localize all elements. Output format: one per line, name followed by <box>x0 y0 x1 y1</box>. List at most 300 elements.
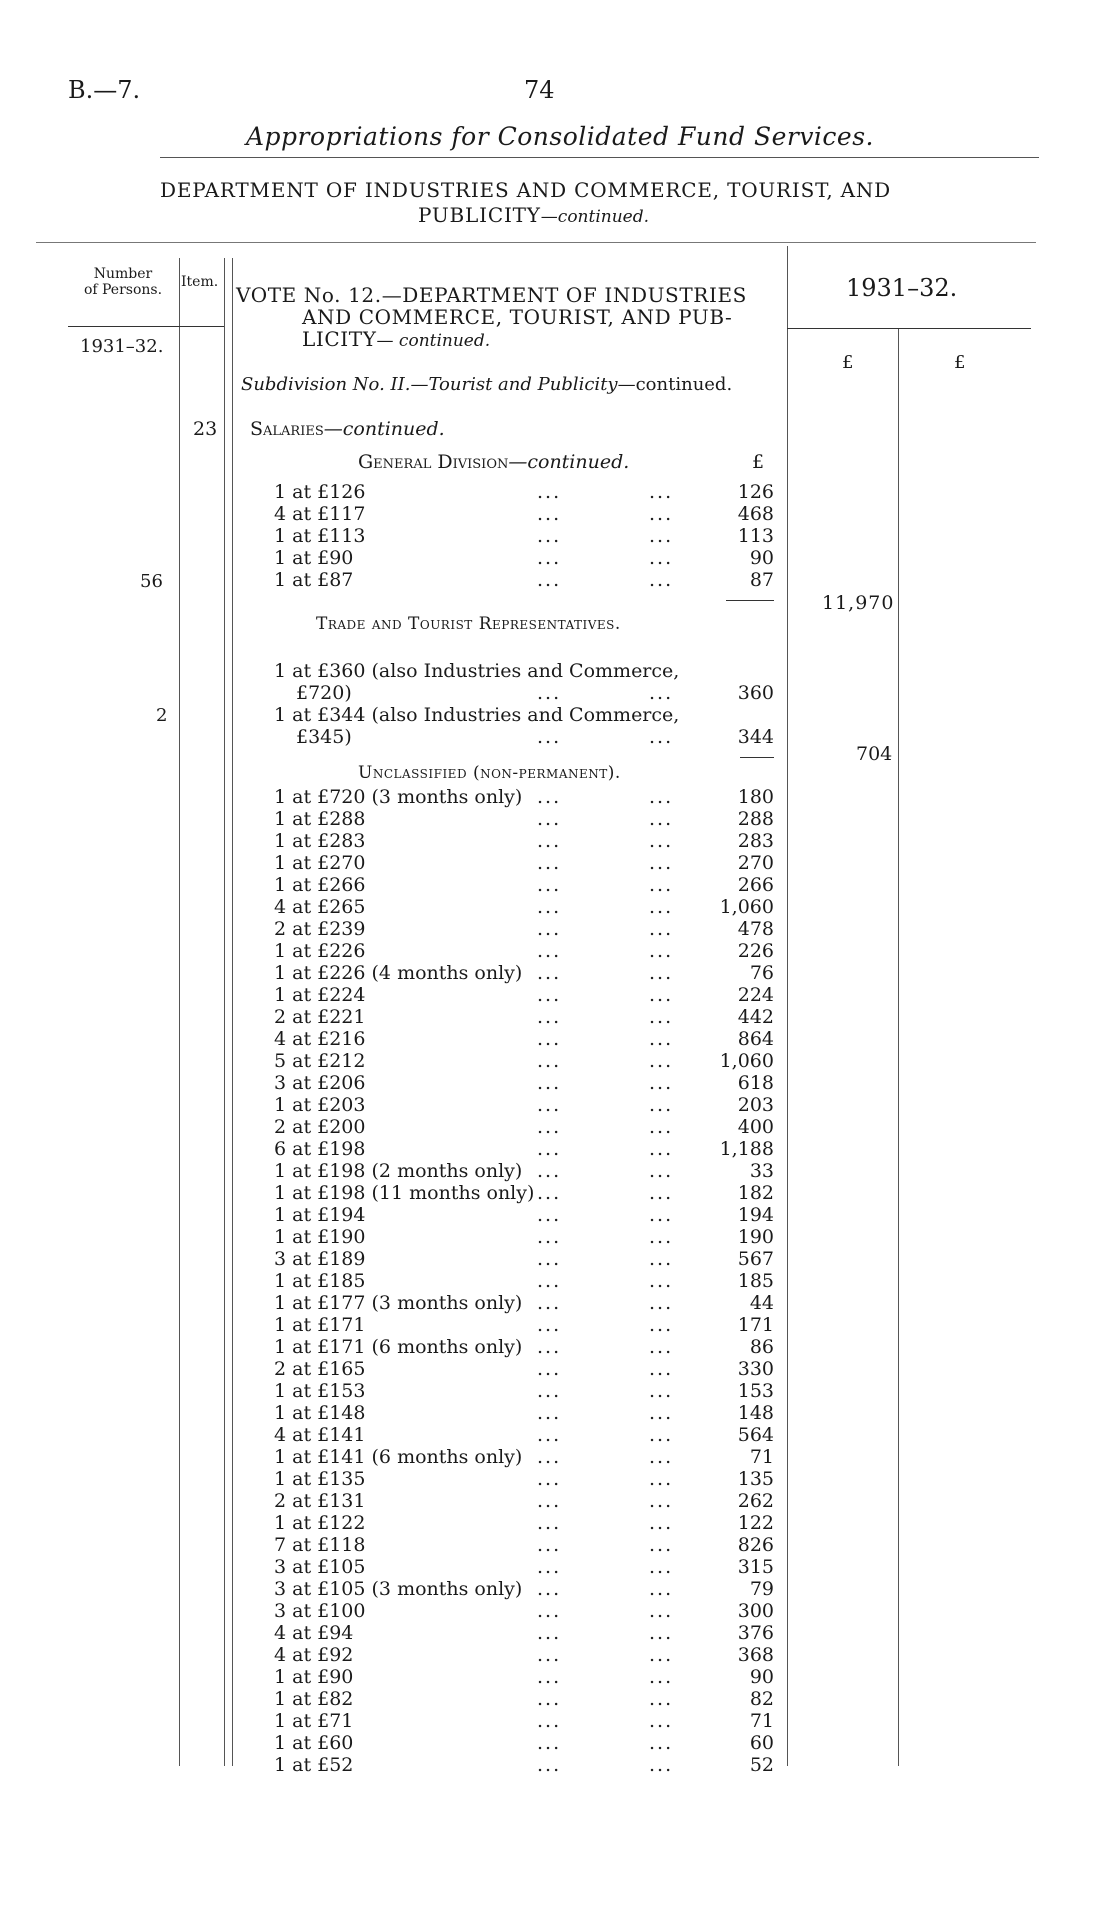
row-amount: 376 <box>737 1622 774 1644</box>
leader-dots: ... <box>649 1292 674 1314</box>
table-row <box>274 1468 774 1490</box>
leader-dots: ... <box>649 1050 674 1072</box>
table-row <box>274 830 774 852</box>
row-description: 1 at £203 <box>274 1094 366 1116</box>
leader-dots: ... <box>649 1072 674 1094</box>
table-row <box>274 786 774 808</box>
row-description: 1 at £288 <box>274 808 366 830</box>
table-row <box>274 547 774 569</box>
subdivision-heading-cont: —continued. <box>617 374 733 395</box>
department-heading-line1: DEPARTMENT OF INDUSTRIES AND COMMERCE, TOURIST, AND <box>160 178 892 202</box>
row-amount: 90 <box>749 547 774 569</box>
table-row <box>274 1204 774 1226</box>
row-description: 1 at £283 <box>274 830 366 852</box>
row-description: 1 at £141 (6 months only) <box>274 1446 523 1468</box>
leader-dots: ... <box>537 1182 562 1204</box>
table-row <box>274 569 774 591</box>
row-amount: 182 <box>737 1182 774 1204</box>
row-amount: 826 <box>737 1534 774 1556</box>
row-amount: 567 <box>737 1248 774 1270</box>
table-row <box>274 1292 774 1314</box>
subdivision-heading <box>241 374 732 395</box>
leader-dots: ... <box>537 1028 562 1050</box>
department-heading-line2-cont: —continued. <box>540 207 650 227</box>
row-amount: 1,188 <box>719 1138 774 1160</box>
row-description: 5 at £212 <box>274 1050 366 1072</box>
row-description: 1 at £198 (2 months only) <box>274 1160 523 1182</box>
column-header-number-line2: of Persons. <box>83 282 163 298</box>
row-amount: 262 <box>737 1490 774 1512</box>
leader-dots: ... <box>537 1072 562 1094</box>
row-amount: 52 <box>749 1754 774 1776</box>
row-amount: 79 <box>749 1578 774 1600</box>
column-header-number <box>68 266 178 298</box>
row-amount: 148 <box>737 1402 774 1424</box>
row-description: 2 at £200 <box>274 1116 366 1138</box>
table-row <box>274 1424 774 1446</box>
leader-dots: ... <box>537 1358 562 1380</box>
leader-dots: ... <box>649 726 674 748</box>
table-row <box>274 940 774 962</box>
table-row <box>274 1490 774 1512</box>
row-description: 1 at £344 (also Industries and Commerce, <box>274 704 680 726</box>
column-divider-item-left <box>224 258 225 1766</box>
leader-dots: ... <box>537 1380 562 1402</box>
leader-dots: ... <box>537 1160 562 1182</box>
leader-dots: ... <box>537 1446 562 1468</box>
leader-dots: ... <box>537 1204 562 1226</box>
vote-heading-line3-main: LICITY <box>302 327 377 351</box>
row-description: 1 at £190 <box>274 1226 366 1248</box>
row-description: 2 at £131 <box>274 1490 366 1512</box>
leader-dots: ... <box>649 1336 674 1358</box>
leader-dots: ... <box>537 1226 562 1248</box>
table-row <box>274 525 774 547</box>
row-amount: 564 <box>737 1424 774 1446</box>
table-row <box>274 918 774 940</box>
leader-dots: ... <box>537 481 562 503</box>
general-division-sum-rule <box>726 600 774 601</box>
table-row <box>274 962 774 984</box>
column-divider-totals <box>898 328 899 1766</box>
row-amount: 71 <box>749 1710 774 1732</box>
row-amount: 368 <box>737 1644 774 1666</box>
leader-dots: ... <box>537 1292 562 1314</box>
table-row <box>274 1006 774 1028</box>
leader-dots: ... <box>537 1006 562 1028</box>
table-row <box>274 503 774 525</box>
leader-dots: ... <box>537 962 562 984</box>
leader-dots: ... <box>649 1160 674 1182</box>
table-row <box>274 874 774 896</box>
leader-dots: ... <box>649 1226 674 1248</box>
row-description: 1 at £71 <box>274 1710 354 1732</box>
department-heading-line2 <box>418 203 649 227</box>
leader-dots: ... <box>649 1116 674 1138</box>
row-description: 4 at £94 <box>274 1622 354 1644</box>
leader-dots: ... <box>537 808 562 830</box>
column-header-number-line1: Number <box>93 266 153 282</box>
leader-dots: ... <box>649 481 674 503</box>
leader-dots: ... <box>649 1490 674 1512</box>
row-amount: 400 <box>737 1116 774 1138</box>
leader-dots: ... <box>649 525 674 547</box>
leader-dots: ... <box>537 918 562 940</box>
row-amount: 122 <box>737 1512 774 1534</box>
table-row <box>274 852 774 874</box>
row-amount: 468 <box>737 503 774 525</box>
table-row <box>274 1314 774 1336</box>
row-amount: 203 <box>737 1094 774 1116</box>
vote-heading-line3-cont: — continued. <box>376 331 491 351</box>
row-description: 1 at £60 <box>274 1732 354 1754</box>
pound-sign-total-column: £ <box>954 352 966 373</box>
row-description: 1 at £226 <box>274 940 366 962</box>
leader-dots: ... <box>537 984 562 1006</box>
leader-dots: ... <box>649 1138 674 1160</box>
leader-dots: ... <box>649 1446 674 1468</box>
leader-dots: ... <box>649 1556 674 1578</box>
table-row <box>274 1182 774 1204</box>
row-description: 1 at £148 <box>274 1402 366 1424</box>
table-row <box>274 808 774 830</box>
leader-dots: ... <box>537 1116 562 1138</box>
table-row <box>274 660 774 682</box>
leader-dots: ... <box>537 852 562 874</box>
column-header-year-right: 1931–32. <box>846 274 958 302</box>
table-row <box>274 1138 774 1160</box>
leader-dots: ... <box>537 830 562 852</box>
row-description: 7 at £118 <box>274 1534 366 1556</box>
row-description: 1 at £177 (3 months only) <box>274 1292 523 1314</box>
leader-dots: ... <box>649 874 674 896</box>
table-row <box>274 1754 774 1776</box>
leader-dots: ... <box>649 830 674 852</box>
leader-dots: ... <box>649 1754 674 1776</box>
row-description: 1 at £360 (also Industries and Commerce, <box>274 660 680 682</box>
table-row <box>274 481 774 503</box>
leader-dots: ... <box>649 547 674 569</box>
row-amount: 478 <box>737 918 774 940</box>
leader-dots: ... <box>537 1578 562 1600</box>
salaries-heading <box>250 418 445 440</box>
leader-dots: ... <box>649 1204 674 1226</box>
row-description-cont: £720) <box>296 682 352 704</box>
row-description: 1 at £194 <box>274 1204 366 1226</box>
leader-dots: ... <box>537 1534 562 1556</box>
leader-dots: ... <box>537 1710 562 1732</box>
row-amount: 60 <box>749 1732 774 1754</box>
leader-dots: ... <box>537 682 562 704</box>
row-description: 1 at £52 <box>274 1754 354 1776</box>
row-amount: 33 <box>749 1160 774 1182</box>
row-description: 1 at £171 <box>274 1314 366 1336</box>
row-description: 3 at £189 <box>274 1248 366 1270</box>
table-row <box>274 1072 774 1094</box>
table-row <box>274 682 774 704</box>
leader-dots: ... <box>537 1402 562 1424</box>
leader-dots: ... <box>649 682 674 704</box>
row-amount: 330 <box>737 1358 774 1380</box>
page-number: 74 <box>524 76 555 104</box>
department-rule <box>36 242 1036 243</box>
leader-dots: ... <box>649 852 674 874</box>
column-divider-amounts <box>787 246 788 1766</box>
general-division-total: 11,970 <box>822 592 895 614</box>
table-row <box>274 1666 774 1688</box>
pound-sign-subtotal-column: £ <box>842 352 854 373</box>
table-row <box>274 1710 774 1732</box>
leader-dots: ... <box>537 1314 562 1336</box>
table-row <box>274 726 774 748</box>
unclassified-heading: Unclassified (non-permanent). <box>358 763 621 783</box>
leader-dots: ... <box>649 1644 674 1666</box>
leader-dots: ... <box>537 1556 562 1578</box>
leader-dots: ... <box>649 1314 674 1336</box>
salaries-item-number: 23 <box>193 418 218 440</box>
leader-dots: ... <box>537 569 562 591</box>
leader-dots: ... <box>537 1490 562 1512</box>
document-reference: B.—7. <box>68 76 141 104</box>
row-amount: 71 <box>749 1446 774 1468</box>
row-amount: 270 <box>737 852 774 874</box>
table-row <box>274 1688 774 1710</box>
table-row <box>274 1402 774 1424</box>
row-description: 1 at £90 <box>274 547 354 569</box>
leader-dots: ... <box>649 940 674 962</box>
row-description: 1 at £266 <box>274 874 366 896</box>
row-amount: 171 <box>737 1314 774 1336</box>
leader-dots: ... <box>649 1468 674 1490</box>
row-description: 1 at £198 (11 months only) <box>274 1182 535 1204</box>
leader-dots: ... <box>649 1270 674 1292</box>
leader-dots: ... <box>649 1380 674 1402</box>
leader-dots: ... <box>649 808 674 830</box>
table-row <box>274 1358 774 1380</box>
row-amount: 226 <box>737 940 774 962</box>
row-amount: 82 <box>749 1688 774 1710</box>
leader-dots: ... <box>649 1094 674 1116</box>
leader-dots: ... <box>537 1754 562 1776</box>
row-description: 1 at £720 (3 months only) <box>274 786 523 808</box>
row-amount: 300 <box>737 1600 774 1622</box>
salaries-heading-cont: —continued. <box>323 418 445 440</box>
leader-dots: ... <box>649 786 674 808</box>
leader-dots: ... <box>649 1578 674 1600</box>
table-row <box>274 1732 774 1754</box>
leader-dots: ... <box>649 1622 674 1644</box>
row-amount: 87 <box>749 569 774 591</box>
leader-dots: ... <box>649 962 674 984</box>
table-row <box>274 1600 774 1622</box>
row-amount: 153 <box>737 1380 774 1402</box>
row-description: 4 at £265 <box>274 896 366 918</box>
leader-dots: ... <box>649 1688 674 1710</box>
trade-heading: Trade and Tourist Representatives. <box>316 614 621 634</box>
column-header-year-left: 1931–32. <box>80 336 164 357</box>
table-row <box>274 1160 774 1182</box>
table-row <box>274 1028 774 1050</box>
row-description: 4 at £117 <box>274 503 366 525</box>
row-amount: 1,060 <box>719 1050 774 1072</box>
row-description: 1 at £126 <box>274 481 366 503</box>
leader-dots: ... <box>537 874 562 896</box>
leader-dots: ... <box>649 1534 674 1556</box>
table-row <box>274 984 774 1006</box>
leader-dots: ... <box>649 1732 674 1754</box>
table-row <box>274 1644 774 1666</box>
row-description: 2 at £239 <box>274 918 366 940</box>
leader-dots: ... <box>537 547 562 569</box>
leader-dots: ... <box>649 1248 674 1270</box>
general-division-persons: 56 <box>140 571 163 592</box>
leader-dots: ... <box>537 1050 562 1072</box>
row-description: 1 at £90 <box>274 1666 354 1688</box>
row-amount: 1,060 <box>719 896 774 918</box>
leader-dots: ... <box>649 1006 674 1028</box>
vote-heading-line1: VOTE No. 12.—DEPARTMENT OF INDUSTRIES <box>236 283 747 307</box>
row-description-cont: £345) <box>296 726 352 748</box>
leader-dots: ... <box>649 569 674 591</box>
trade-total: 704 <box>856 743 893 765</box>
table-row <box>274 704 774 726</box>
table-row <box>274 1270 774 1292</box>
header-rule <box>160 157 1039 158</box>
leader-dots: ... <box>537 1732 562 1754</box>
row-description: 4 at £92 <box>274 1644 354 1666</box>
leader-dots: ... <box>537 1248 562 1270</box>
leader-dots: ... <box>649 1600 674 1622</box>
row-amount: 86 <box>749 1336 774 1358</box>
leader-dots: ... <box>537 1666 562 1688</box>
row-description: 1 at £270 <box>274 852 366 874</box>
trade-sum-rule <box>740 757 774 758</box>
subdivision-heading-italic: Subdivision No. II.—Tourist and Publicity <box>241 374 618 395</box>
leader-dots: ... <box>537 1138 562 1160</box>
row-description: 1 at £135 <box>274 1468 366 1490</box>
row-amount: 180 <box>737 786 774 808</box>
row-description: 1 at £153 <box>274 1380 366 1402</box>
trade-persons: 2 <box>156 705 168 726</box>
row-description: 3 at £206 <box>274 1072 366 1094</box>
table-row <box>274 1534 774 1556</box>
row-description: 1 at £224 <box>274 984 366 1006</box>
leader-dots: ... <box>649 503 674 525</box>
vote-heading-line3 <box>236 328 747 352</box>
leader-dots: ... <box>649 896 674 918</box>
leader-dots: ... <box>537 896 562 918</box>
general-division-heading-main: General Division <box>358 451 509 473</box>
leader-dots: ... <box>649 1512 674 1534</box>
row-amount: 266 <box>737 874 774 896</box>
row-amount: 864 <box>737 1028 774 1050</box>
row-amount: 288 <box>737 808 774 830</box>
row-amount: 315 <box>737 1556 774 1578</box>
column-divider-persons <box>179 258 180 1766</box>
leader-dots: ... <box>537 940 562 962</box>
row-amount: 76 <box>749 962 774 984</box>
table-row <box>274 1512 774 1534</box>
leader-dots: ... <box>649 1182 674 1204</box>
row-amount: 618 <box>737 1072 774 1094</box>
row-description: 1 at £122 <box>274 1512 366 1534</box>
table-row <box>274 1248 774 1270</box>
column-divider-item-right <box>232 258 233 1766</box>
leader-dots: ... <box>537 1622 562 1644</box>
leader-dots: ... <box>649 1424 674 1446</box>
table-row <box>274 1094 774 1116</box>
table-row <box>274 1446 774 1468</box>
row-amount: 442 <box>737 1006 774 1028</box>
table-row <box>274 1050 774 1072</box>
row-description: 3 at £105 (3 months only) <box>274 1578 523 1600</box>
leader-dots: ... <box>537 1644 562 1666</box>
vote-heading-line2: AND COMMERCE, TOURIST, AND PUB- <box>302 305 733 329</box>
general-division-heading-cont: —continued. <box>508 451 630 473</box>
row-amount: 194 <box>737 1204 774 1226</box>
leader-dots: ... <box>537 1424 562 1446</box>
row-description: 6 at £198 <box>274 1138 366 1160</box>
row-amount: 113 <box>737 525 774 547</box>
row-description: 2 at £221 <box>274 1006 366 1028</box>
leader-dots: ... <box>649 984 674 1006</box>
salaries-heading-main: Salaries <box>250 418 324 440</box>
row-amount: 90 <box>749 1666 774 1688</box>
row-description: 1 at £82 <box>274 1688 354 1710</box>
leader-dots: ... <box>537 1512 562 1534</box>
row-amount: 224 <box>737 984 774 1006</box>
row-amount: 44 <box>749 1292 774 1314</box>
column-header-item: Item. <box>181 274 219 290</box>
row-amount: 190 <box>737 1226 774 1248</box>
table-row <box>274 1622 774 1644</box>
year-header-rule <box>787 328 1031 329</box>
row-amount: 283 <box>737 830 774 852</box>
row-amount: 126 <box>737 481 774 503</box>
general-division-heading <box>358 451 629 473</box>
row-amount: 360 <box>737 682 774 704</box>
leader-dots: ... <box>537 1094 562 1116</box>
leader-dots: ... <box>537 525 562 547</box>
row-amount: 185 <box>737 1270 774 1292</box>
row-amount: 135 <box>737 1468 774 1490</box>
table-row <box>274 1578 774 1600</box>
leader-dots: ... <box>537 1270 562 1292</box>
row-description: 1 at £185 <box>274 1270 366 1292</box>
general-division-pound-sign: £ <box>752 451 765 473</box>
leader-dots: ... <box>649 1710 674 1732</box>
table-row <box>274 1226 774 1248</box>
row-description: 1 at £171 (6 months only) <box>274 1336 523 1358</box>
row-description: 1 at £113 <box>274 525 366 547</box>
table-row <box>274 1556 774 1578</box>
row-description: 3 at £100 <box>274 1600 366 1622</box>
persons-header-rule <box>68 326 224 327</box>
leader-dots: ... <box>649 1666 674 1688</box>
leader-dots: ... <box>649 1358 674 1380</box>
leader-dots: ... <box>537 1688 562 1710</box>
leader-dots: ... <box>537 726 562 748</box>
table-row <box>274 1336 774 1358</box>
leader-dots: ... <box>649 1402 674 1424</box>
leader-dots: ... <box>537 1600 562 1622</box>
row-description: 4 at £141 <box>274 1424 366 1446</box>
department-heading-line2-main: PUBLICITY <box>418 203 541 227</box>
vote-heading <box>236 284 747 352</box>
table-row <box>274 896 774 918</box>
leader-dots: ... <box>537 1336 562 1358</box>
row-amount: 344 <box>737 726 774 748</box>
